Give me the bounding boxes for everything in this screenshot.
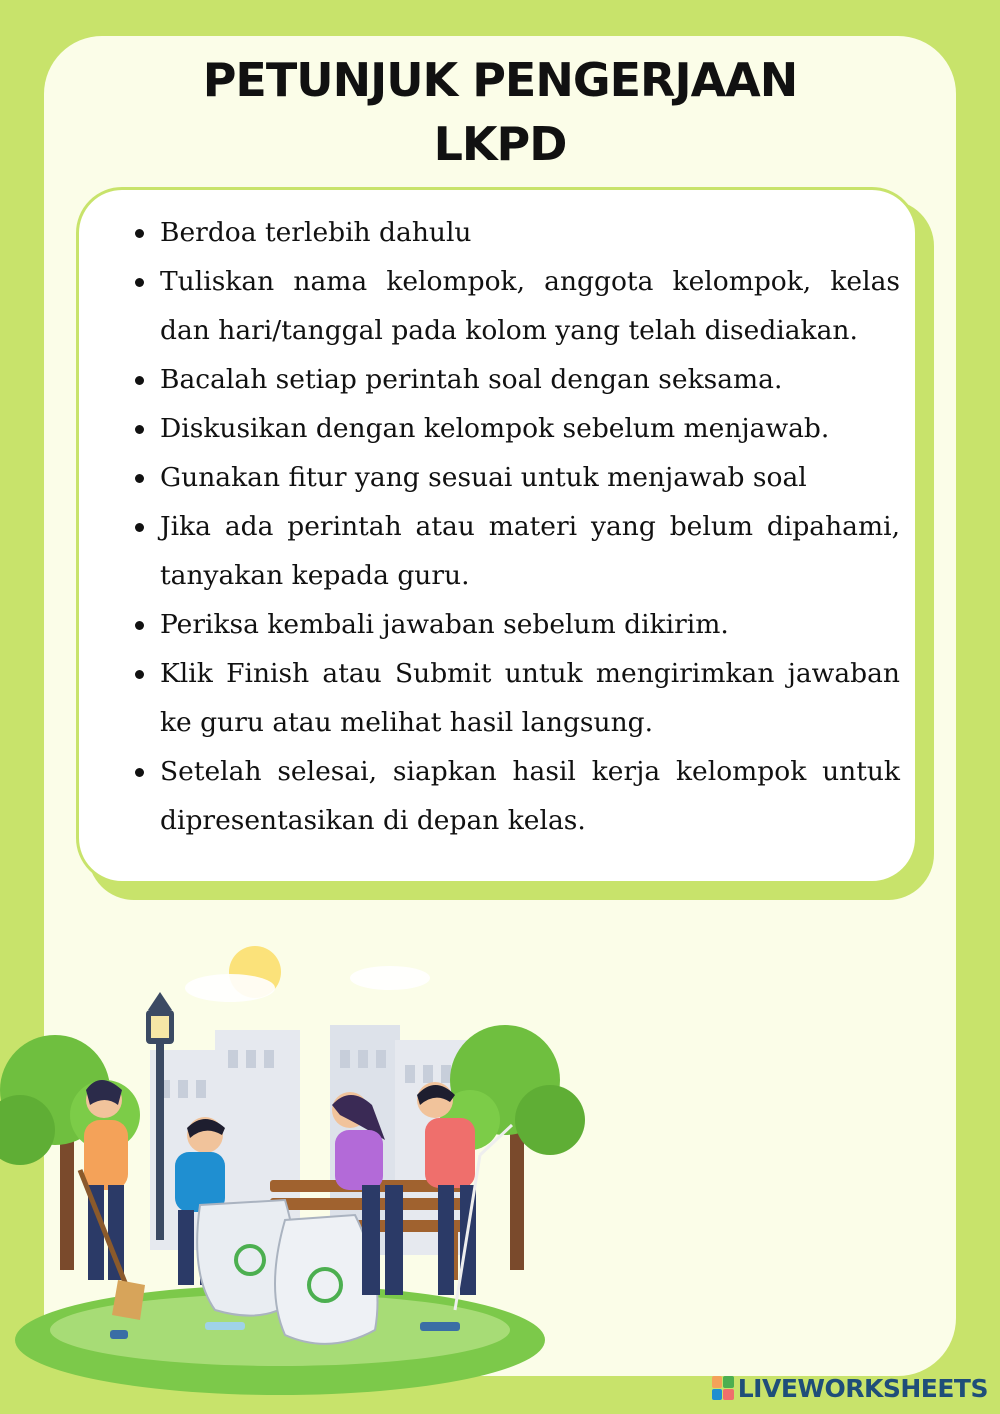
instruction-item: Jika ada perintah atau materi yang belum dipahami, tanyakan kepada guru. (160, 502, 900, 600)
title-line-1: PETUNJUK PENGERJAAN (202, 53, 798, 107)
brand-name: LIVEWORKSHEETS (737, 1373, 988, 1403)
instruction-item: Klik Finish atau Submit untuk mengirimkan jawaban ke guru atau melihat hasil langsung. (160, 649, 900, 747)
instruction-item: Tuliskan nama kelompok, anggota kelompok, kelas dan hari/tanggal pada kolom yang telah disediakan. (160, 257, 900, 355)
instruction-item: Berdoa terlebih dahulu (160, 208, 900, 257)
litter-icon (420, 1322, 460, 1331)
liveworksheets-brand (712, 1374, 988, 1402)
cloud-icon (185, 974, 275, 1002)
instruction-item: Setelah selesai, siapkan hasil kerja kelompok untuk dipresentasikan di depan kelas. (160, 747, 900, 845)
title-line-2: LKPD (433, 117, 567, 171)
park-cleanup-illustration (0, 930, 600, 1414)
instruction-item: Gunakan fitur yang sesuai untuk menjawab soal (160, 453, 900, 502)
instruction-item: Diskusikan dengan kelompok sebelum menjawab. (160, 404, 900, 453)
liveworksheets-logo-icon (712, 1376, 734, 1400)
instruction-item: Periksa kembali jawaban sebelum dikirim. (160, 600, 900, 649)
instruction-item: Bacalah setiap perintah soal dengan seksama. (160, 355, 900, 404)
litter-icon (110, 1330, 128, 1339)
litter-icon (205, 1322, 245, 1330)
instruction-list (160, 208, 900, 845)
page-title (44, 48, 956, 176)
cloud-icon (350, 966, 430, 990)
